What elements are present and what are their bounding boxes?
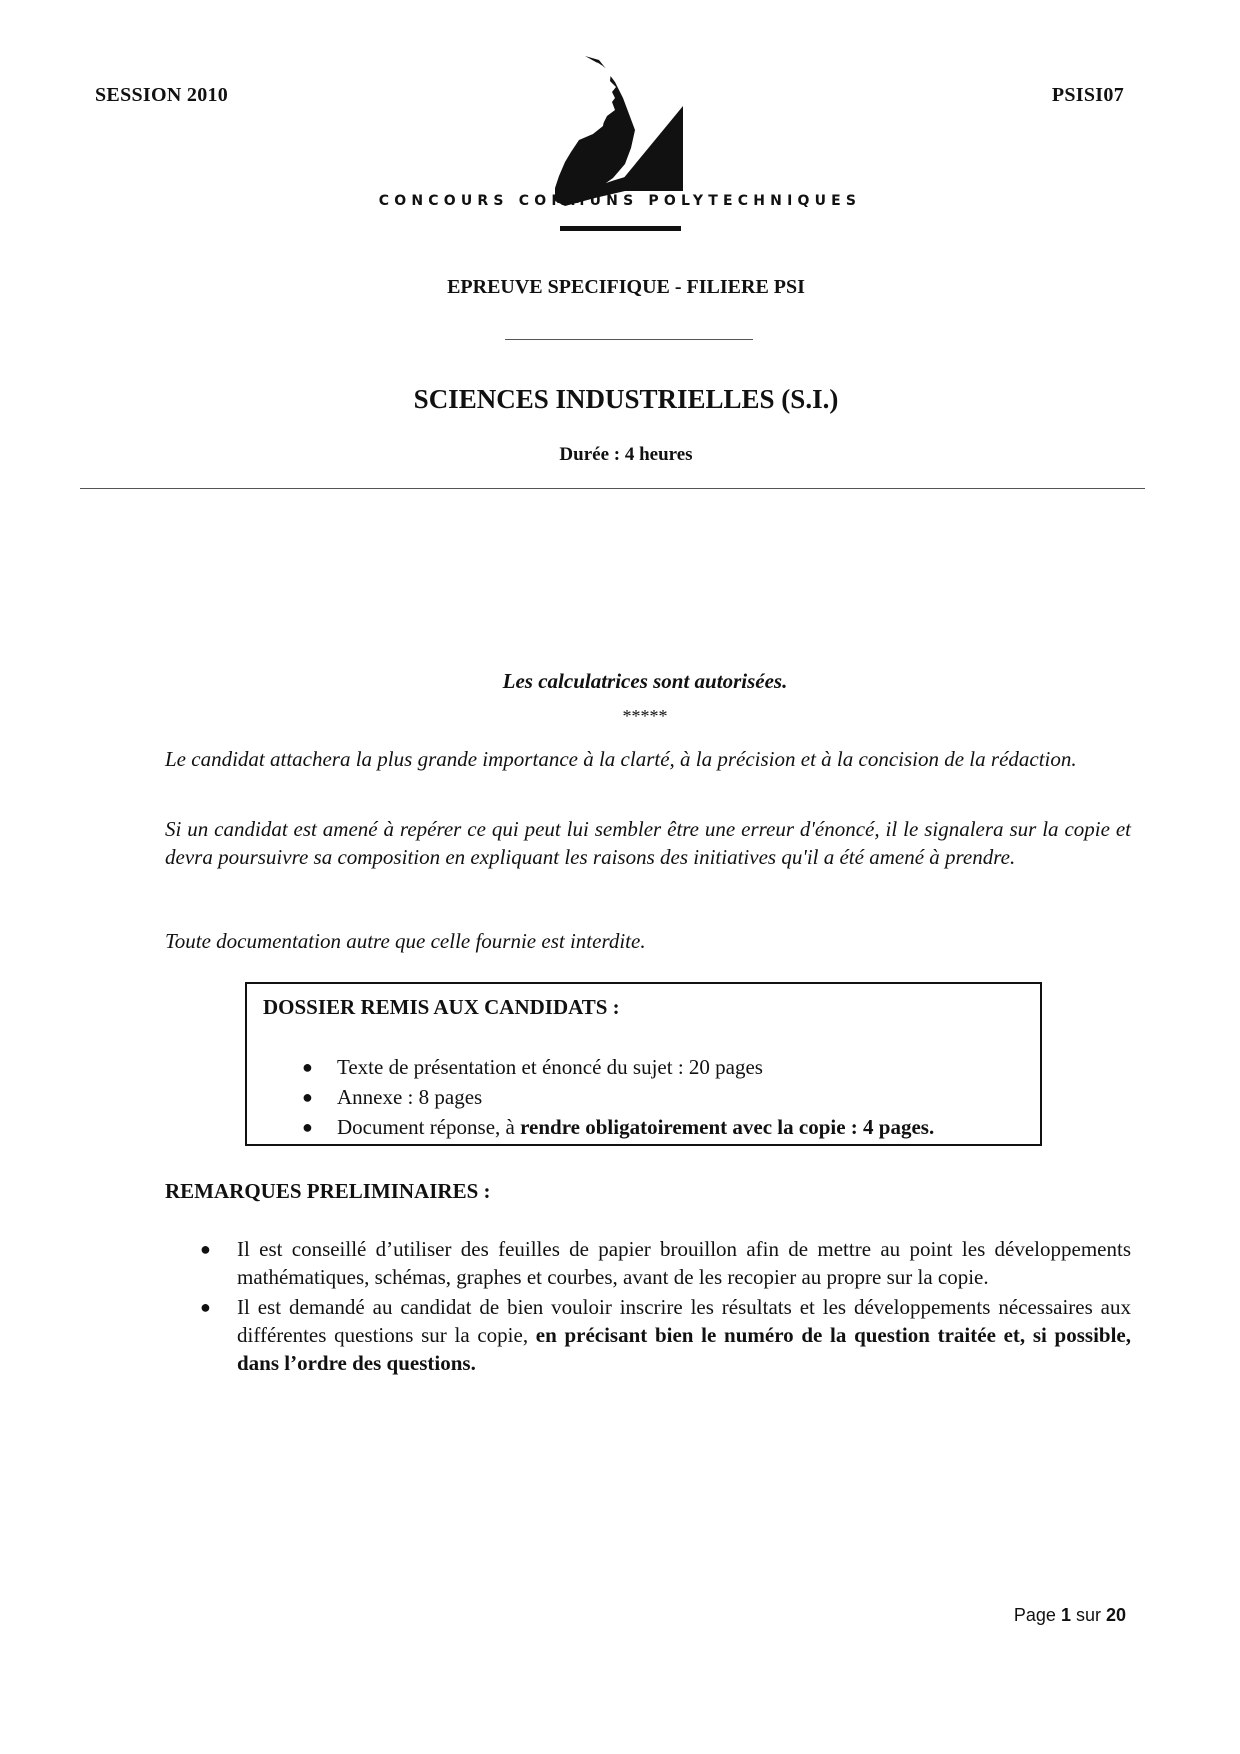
exam-code: PSISI07 — [1051, 84, 1124, 106]
list-item-bold-text: en précisant bien le numéro de la question traitée et, si possible, dans l’ordre des questions. — [237, 1323, 1131, 1375]
list-item — [165, 1293, 1131, 1377]
page-total: 20 — [1105, 1605, 1126, 1625]
list-item — [165, 1235, 1131, 1291]
session-label: SESSION 2010 — [95, 84, 229, 106]
list-item — [247, 1082, 934, 1112]
duration: Durée : 4 heures — [559, 444, 693, 465]
bullet-icon: ● — [302, 1087, 313, 1107]
list-item-text: Il est conseillé d’utiliser des feuilles de papier brouillon afin de mettre au point les développements mathématiques, schémas, graphes et courbes, avant de les recopier au propre sur la copie. — [237, 1237, 1131, 1289]
subject-title: SCIENCES INDUSTRIELLES (S.I.) — [413, 384, 839, 414]
dossier-box — [245, 982, 1042, 1146]
bullet-icon: ● — [200, 1297, 211, 1317]
instruction-clarity: Le candidat attachera la plus grande importance à la clarté, à la précision et à la concision de la rédaction. — [165, 747, 1077, 771]
list-item — [247, 1112, 934, 1142]
remarques-list — [165, 1235, 1131, 1379]
epreuve-title: EPREUVE SPECIFIQUE - FILIERE PSI — [447, 276, 805, 298]
list-item-text: Annexe : 8 pages — [337, 1085, 483, 1109]
dossier-list — [247, 1052, 934, 1142]
instruction-documentation: Toute documentation autre que celle fournie est interdite. — [165, 929, 646, 953]
separator-stars: ***** — [622, 706, 668, 726]
logo-underline — [560, 226, 681, 231]
list-item — [247, 1052, 934, 1082]
bullet-icon: ● — [200, 1239, 211, 1259]
remarques-title: REMARQUES PRELIMINAIRES : — [165, 1179, 491, 1203]
page-number — [1014, 1605, 1126, 1626]
page-middle: sur — [1070, 1605, 1106, 1625]
long-divider — [80, 488, 1145, 489]
list-item-bold-text: rendre obligatoirement avec la copie : 4 pages. — [520, 1115, 935, 1139]
list-item-text: Texte de présentation et énoncé du sujet : 20 pages — [337, 1055, 763, 1079]
bullet-icon: ● — [302, 1117, 313, 1137]
bullet-icon: ● — [302, 1057, 313, 1077]
list-item-text: Il est demandé au candidat de bien vouloir inscrire les résultats et les développements nécessaires aux différentes questions sur la copie, — [237, 1295, 1131, 1347]
page-current: 1 — [1060, 1605, 1071, 1625]
logo-text: CONCOURS COMMUNS POLYTECHNIQUES — [378, 193, 862, 209]
dossier-title: DOSSIER REMIS AUX CANDIDATS : — [263, 995, 620, 1019]
page-prefix: Page — [1013, 1605, 1061, 1625]
profile-faces-logo-icon — [555, 56, 685, 216]
list-item-text: Document réponse, à — [337, 1115, 521, 1139]
calculator-notice: Les calculatrices sont autorisées. — [502, 669, 788, 693]
instruction-errors: Si un candidat est amené à repérer ce qui peut lui sembler être une erreur d'énoncé, il le signalera sur la copie et devra poursuivre sa composition en expliquant les raisons des initiatives qu'il a été amené à prendre. — [165, 817, 1131, 869]
short-divider — [505, 339, 753, 340]
